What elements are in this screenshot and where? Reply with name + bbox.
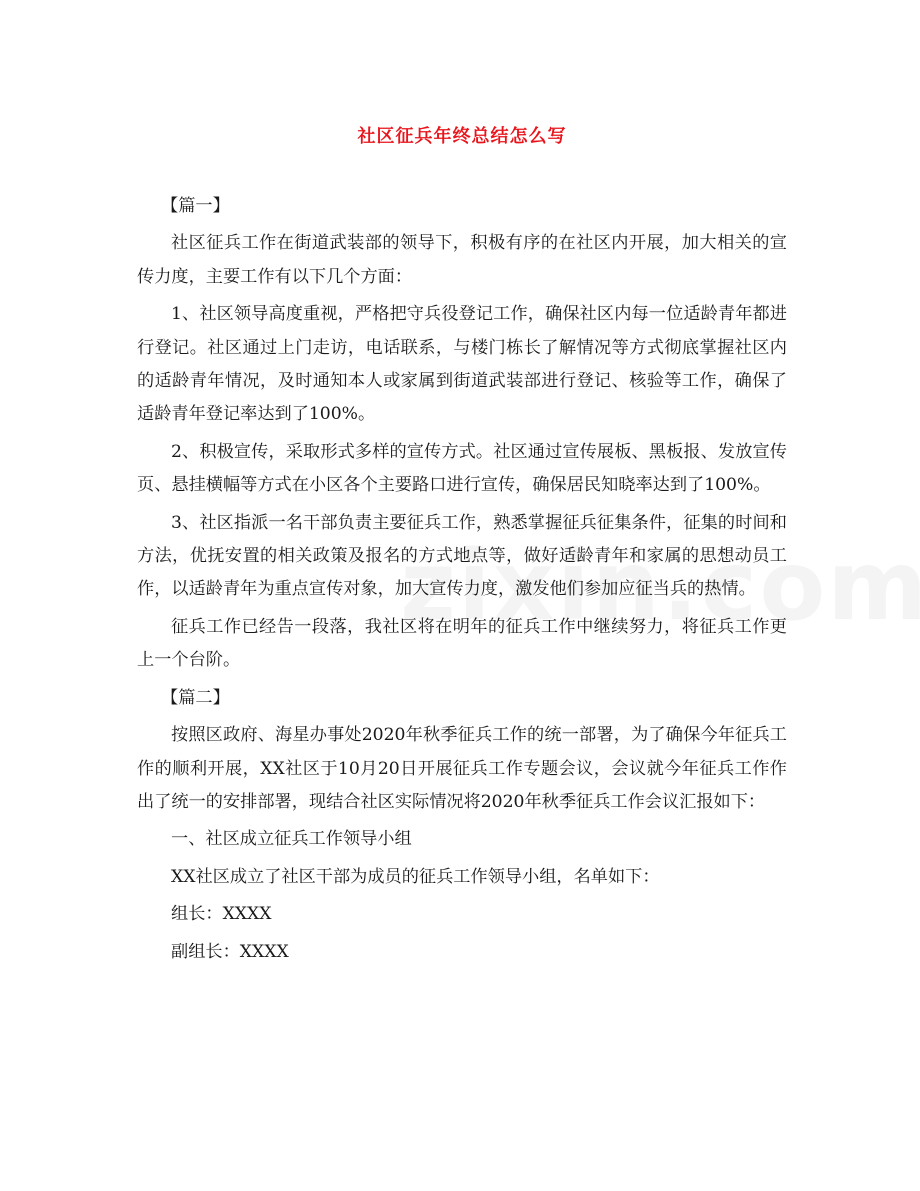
document-title: 社区征兵年终总结怎么写 <box>357 126 567 147</box>
section-heading-2: 【篇二】 <box>161 687 230 708</box>
section2-intro: 按照区政府、海星办事处2020年秋季征兵工作的统一部署，为了确保今年征兵工作的顺利开展，XX社区于10月20日开展征兵工作专题会议，会议就今年征兵工作作出了统一的安排部署，现结合社区实际情况将2020年秋季征兵工作会议汇报如下： <box>137 725 787 812</box>
section-heading-1: 【篇一】 <box>161 196 230 216</box>
section1-item-3: 3、社区指派一名干部负责主要征兵工作，熟悉掌握征兵征集条件，征集的时间和方法，优抚安置的相关政策及报名的方式地点等，做好适龄青年和家属的思想动员工作，以适龄青年为重点宣传对象，加大宣传力度，激发他们参加应征当兵的热情。 <box>137 512 787 600</box>
section2-leader: 组长：XXXX <box>171 904 272 925</box>
section1-intro: 社区征兵工作在街道武装部的领导下，积极有序的在社区内开展，加大相关的宣传力度，主要工作有以下几个方面： <box>137 233 787 287</box>
section1-closing: 征兵工作已经告一段落，我社区将在明年的征兵工作中继续努力，将征兵工作更上一个台阶。 <box>137 616 787 671</box>
section1-item-2: 2、积极宣传，采取形式多样的宣传方式。社区通过宣传展板、黑板报、发放宣传页、悬挂横幅等方式在小区各个主要路口进行宣传，确保居民知晓率达到了100%。 <box>137 441 787 496</box>
section2-group-desc: XX社区成立了社区干部为成员的征兵工作领导小组，名单如下： <box>171 866 660 887</box>
section2-deputy-leader: 副组长：XXXX <box>171 941 289 962</box>
document-body <box>137 190 787 969</box>
section2-subheading: 一、社区成立征兵工作领导小组 <box>171 829 412 850</box>
section1-item-1: 1、社区领导高度重视，严格把守兵役登记工作，确保社区内每一位适龄青年都进行登记。社区通过上门走访，电话联系，与楼门栋长了解情况等方式彻底掌握社区内的适龄青年情况，及时通知本人或家属到街道武装部进行登记、核验等工作，确保了适龄青年登记率达到了100%。 <box>137 304 787 425</box>
